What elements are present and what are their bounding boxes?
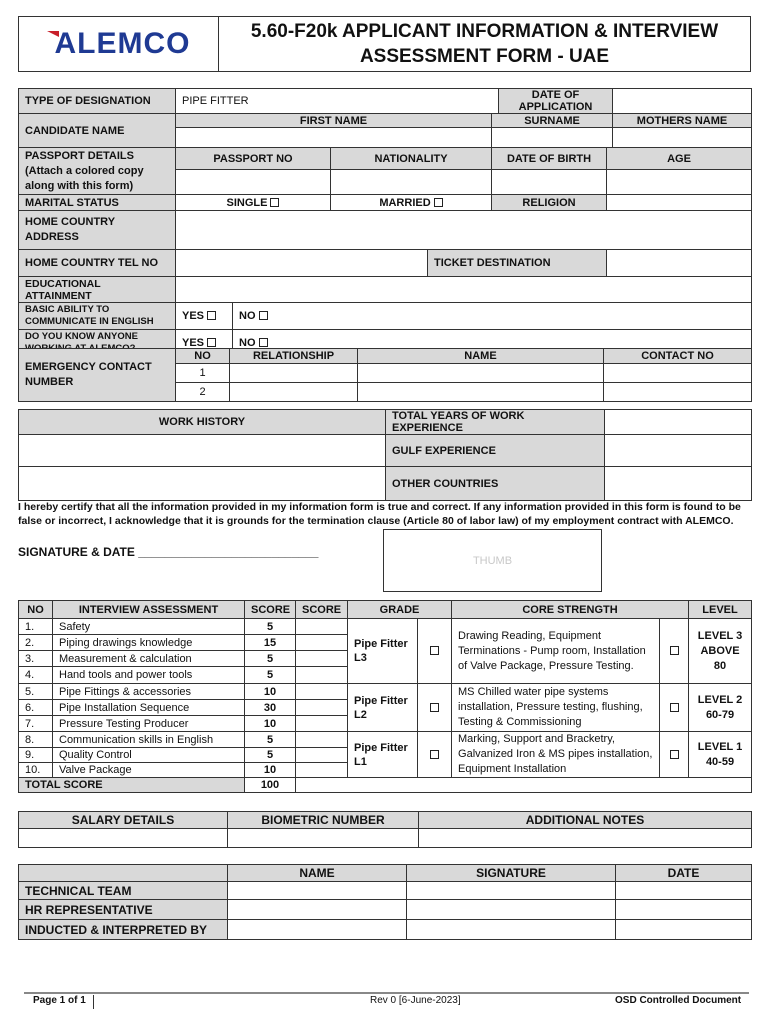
approval-name-field[interactable] bbox=[228, 900, 407, 920]
candidate-name-label: CANDIDATE NAME bbox=[19, 114, 176, 148]
level-l1: LEVEL 1 40-59 bbox=[689, 732, 752, 778]
passport-no-field[interactable] bbox=[176, 170, 331, 195]
mothers-name-label: MOTHERS NAME bbox=[613, 114, 752, 128]
level-l1-checkbox[interactable] bbox=[670, 750, 679, 759]
know-anyone-no-checkbox[interactable] bbox=[259, 338, 268, 347]
basic-english-yes[interactable] bbox=[182, 310, 232, 322]
educational-attainment-field[interactable] bbox=[176, 277, 752, 303]
assessment-row-max-score: 15 bbox=[245, 635, 296, 651]
biometric-number-header: BIOMETRIC NUMBER bbox=[228, 812, 419, 829]
footer-page: Page 1 of 1 bbox=[33, 995, 86, 1006]
educational-attainment-label: EDUCATIONAL ATTAINMENT bbox=[19, 277, 176, 303]
assessment-row-no: 7. bbox=[19, 716, 53, 732]
single-label: SINGLE bbox=[226, 196, 268, 209]
core-strength-l2: MS Chilled water pipe systems installation, Pressure testing, flushing, Testing & Commissioning bbox=[452, 684, 660, 732]
salary-table bbox=[18, 811, 752, 848]
yes-label: YES bbox=[182, 310, 205, 322]
assessment-row-no: 2. bbox=[19, 635, 53, 651]
ec-no-header: NO bbox=[176, 349, 230, 364]
ec-contact-header: CONTACT NO bbox=[604, 349, 752, 364]
assessment-row-item: Valve Package bbox=[53, 763, 245, 778]
assessment-row-score-field[interactable] bbox=[296, 763, 348, 778]
age-label: AGE bbox=[607, 148, 752, 170]
assessment-row-score-field[interactable] bbox=[296, 667, 348, 684]
assessment-item-header: INTERVIEW ASSESSMENT bbox=[53, 601, 245, 619]
approvals-signature-header: SIGNATURE bbox=[407, 865, 616, 882]
assessment-row-score-field[interactable] bbox=[296, 748, 348, 763]
grade-l2-checkbox-cell[interactable] bbox=[418, 684, 452, 732]
date-of-birth-label: DATE OF BIRTH bbox=[492, 148, 607, 170]
approval-role: TECHNICAL TEAM bbox=[19, 882, 228, 900]
grade-l3-checkbox[interactable] bbox=[430, 646, 439, 655]
passport-details-label: PASSPORT DETAILS (Attach a colored copy along with this form) bbox=[19, 148, 176, 195]
core-strength-header: CORE STRENGTH bbox=[452, 601, 689, 619]
assessment-row-item: Pipe Installation Sequence bbox=[53, 700, 245, 716]
total-years-field[interactable] bbox=[605, 410, 752, 435]
work-history-header: WORK HISTORY bbox=[19, 410, 386, 435]
assessment-no-header: NO bbox=[19, 601, 53, 619]
assessment-row-score-field[interactable] bbox=[296, 635, 348, 651]
assessment-row-item: Measurement & calculation bbox=[53, 651, 245, 667]
gulf-experience-label: GULF EXPERIENCE bbox=[386, 435, 605, 467]
grade-l3: Pipe Fitter L3 bbox=[348, 619, 418, 684]
total-score-value: 100 bbox=[245, 778, 296, 793]
single-checkbox[interactable] bbox=[270, 198, 279, 207]
no-label: NO bbox=[239, 337, 256, 349]
first-name-field[interactable] bbox=[176, 128, 492, 148]
assessment-row-max-score: 5 bbox=[245, 732, 296, 748]
approval-signature-field[interactable] bbox=[407, 920, 616, 940]
core-strength-l3: Drawing Reading, Equipment Terminations - Pump room, Installation of Valve Package, Pressure Testing. bbox=[452, 619, 660, 684]
single-option[interactable] bbox=[176, 195, 331, 211]
grade-l3-checkbox-cell[interactable] bbox=[418, 619, 452, 684]
assessment-row-item: Piping drawings knowledge bbox=[53, 635, 245, 651]
ec-relationship-field[interactable] bbox=[230, 383, 358, 402]
nationality-label: NATIONALITY bbox=[331, 148, 492, 170]
basic-english-no-checkbox[interactable] bbox=[259, 311, 268, 320]
assessment-row-score-field[interactable] bbox=[296, 651, 348, 667]
home-country-address-field[interactable] bbox=[176, 211, 752, 250]
logo-text: ALEMCO bbox=[54, 27, 191, 60]
know-anyone-yes-checkbox[interactable] bbox=[207, 338, 216, 347]
assessment-row-no: 5. bbox=[19, 684, 53, 700]
assessment-row-item: Quality Control bbox=[53, 748, 245, 763]
ec-name-header: NAME bbox=[358, 349, 604, 364]
type-of-designation-value[interactable]: PIPE FITTER bbox=[176, 89, 499, 114]
surname-label: SURNAME bbox=[492, 114, 613, 128]
assessment-score-header: SCORE bbox=[245, 601, 296, 619]
work-history-table bbox=[18, 409, 752, 501]
emergency-contact-table bbox=[18, 348, 752, 402]
approval-date-field[interactable] bbox=[616, 882, 752, 900]
ec-row-number: 2 bbox=[176, 383, 230, 402]
footer-revision: Rev 0 [6-June-2023] bbox=[370, 995, 461, 1006]
grade-header: GRADE bbox=[348, 601, 452, 619]
approvals-date-header: DATE bbox=[616, 865, 752, 882]
religion-label: RELIGION bbox=[492, 195, 607, 211]
approval-signature-field[interactable] bbox=[407, 900, 616, 920]
footer-controlled: OSD Controlled Document bbox=[615, 995, 742, 1006]
assessment-row-score-field[interactable] bbox=[296, 700, 348, 716]
married-label: MARRIED bbox=[379, 196, 431, 209]
assessment-row-item: Pipe Fittings & accessories bbox=[53, 684, 245, 700]
assessment-row-no: 1. bbox=[19, 619, 53, 635]
approvals-table bbox=[18, 864, 752, 940]
salary-details-header: SALARY DETAILS bbox=[19, 812, 228, 829]
grade-l2-checkbox[interactable] bbox=[430, 703, 439, 712]
assessment-row-max-score: 10 bbox=[245, 716, 296, 732]
type-of-designation-label: TYPE OF DESIGNATION bbox=[19, 89, 176, 114]
ec-contact-field[interactable] bbox=[604, 364, 752, 383]
approval-name-field[interactable] bbox=[228, 920, 407, 940]
form-title: 5.60-F20k APPLICANT INFORMATION & INTERVIEW ASSESSMENT FORM - UAE bbox=[250, 21, 719, 67]
basic-english-yes-checkbox[interactable] bbox=[207, 311, 216, 320]
married-option[interactable] bbox=[331, 195, 492, 211]
basic-english-label: BASIC ABILITY TO COMMUNICATE IN ENGLISH bbox=[19, 303, 176, 330]
additional-notes-header: ADDITIONAL NOTES bbox=[419, 812, 752, 829]
age-field[interactable] bbox=[607, 170, 752, 195]
total-score-field[interactable] bbox=[296, 778, 752, 793]
gulf-experience-field[interactable] bbox=[605, 435, 752, 467]
certification-text: I hereby certify that all the information provided in my information form is true and correct. If any information provided in this form is found to be false or incorrect, I acknowledge that it is grounds for the termination clause (Article 80 of labor law) of my employment contract with ALEMCO. bbox=[18, 501, 741, 527]
assessment-row-no: 8. bbox=[19, 732, 53, 748]
level-l3-checkbox-cell[interactable] bbox=[660, 619, 689, 684]
interview-assessment-table bbox=[18, 600, 752, 793]
salary-details-field[interactable] bbox=[19, 829, 228, 848]
assessment-row-no: 4. bbox=[19, 667, 53, 684]
home-country-address-label: HOME COUNTRY ADDRESS bbox=[19, 211, 176, 250]
level-l3-checkbox[interactable] bbox=[670, 646, 679, 655]
logo-mark-icon bbox=[47, 31, 59, 37]
level-l2-checkbox-cell[interactable] bbox=[660, 684, 689, 732]
basic-english-options bbox=[176, 303, 752, 330]
assessment-row-no: 10. bbox=[19, 763, 53, 778]
ec-contact-field[interactable] bbox=[604, 383, 752, 402]
passport-no-label: PASSPORT NO bbox=[176, 148, 331, 170]
date-of-application-label: DATE OF APPLICATION bbox=[499, 89, 613, 114]
yes-label: YES bbox=[182, 337, 205, 349]
approval-role: INDUCTED & INTERPRETED BY bbox=[19, 920, 228, 940]
assessment-row-max-score: 30 bbox=[245, 700, 296, 716]
level-l2: LEVEL 2 60-79 bbox=[689, 684, 752, 732]
assessment-row-score-field[interactable] bbox=[296, 732, 348, 748]
assessment-row-no: 9. bbox=[19, 748, 53, 763]
applicant-info-table bbox=[18, 88, 752, 357]
home-country-tel-field[interactable] bbox=[176, 250, 428, 277]
level-l2-checkbox[interactable] bbox=[670, 703, 679, 712]
ec-relationship-field[interactable] bbox=[230, 364, 358, 383]
other-countries-field[interactable] bbox=[605, 467, 752, 501]
assessment-row-max-score: 10 bbox=[245, 684, 296, 700]
additional-notes-field[interactable] bbox=[419, 829, 752, 848]
assessment-row-max-score: 5 bbox=[245, 619, 296, 635]
assessment-row-item: Hand tools and power tools bbox=[53, 667, 245, 684]
work-history-field[interactable] bbox=[19, 467, 386, 501]
married-checkbox[interactable] bbox=[434, 198, 443, 207]
total-score-label: TOTAL SCORE bbox=[19, 778, 245, 793]
assessment-row-max-score: 5 bbox=[245, 651, 296, 667]
home-country-tel-label: HOME COUNTRY TEL NO bbox=[19, 250, 176, 277]
approval-name-field[interactable] bbox=[228, 882, 407, 900]
thumb-box[interactable]: THUMB bbox=[383, 529, 602, 592]
approval-signature-field[interactable] bbox=[407, 882, 616, 900]
date-of-application-field[interactable] bbox=[613, 89, 752, 114]
signature-date-line[interactable]: SIGNATURE & DATE ___________________________ bbox=[18, 545, 319, 559]
grade-l1: Pipe Fitter L1 bbox=[348, 732, 418, 778]
assessment-row-max-score: 10 bbox=[245, 763, 296, 778]
level-l1-checkbox-cell[interactable] bbox=[660, 732, 689, 778]
approvals-blank-header bbox=[19, 865, 228, 882]
nationality-field[interactable] bbox=[331, 170, 492, 195]
ticket-destination-field[interactable] bbox=[607, 250, 752, 277]
assessment-row-score-field[interactable] bbox=[296, 716, 348, 732]
work-history-field[interactable] bbox=[19, 435, 386, 467]
logo-cell bbox=[19, 17, 219, 71]
footer-separator bbox=[93, 995, 94, 1009]
assessment-row-no: 3. bbox=[19, 651, 53, 667]
grade-l1-checkbox-cell[interactable] bbox=[418, 732, 452, 778]
core-strength-l1: Marking, Support and Bracketry, Galvanized Iron & MS pipes installation, Equipment Installation bbox=[452, 732, 660, 778]
level-header: LEVEL bbox=[689, 601, 752, 619]
approval-role: HR REPRESENTATIVE bbox=[19, 900, 228, 920]
assessment-row-max-score: 5 bbox=[245, 748, 296, 763]
ec-name-field[interactable] bbox=[358, 364, 604, 383]
religion-field[interactable] bbox=[607, 195, 752, 211]
mothers-name-field[interactable] bbox=[613, 128, 752, 148]
assessment-row-no: 6. bbox=[19, 700, 53, 716]
grade-l2: Pipe Fitter L2 bbox=[348, 684, 418, 732]
approvals-name-header: NAME bbox=[228, 865, 407, 882]
marital-status-label: MARITAL STATUS bbox=[19, 195, 176, 211]
assessment-row-score-field[interactable] bbox=[296, 619, 348, 635]
ticket-destination-label: TICKET DESTINATION bbox=[428, 250, 607, 277]
approval-date-field[interactable] bbox=[616, 920, 752, 940]
biometric-number-field[interactable] bbox=[228, 829, 419, 848]
first-name-label: FIRST NAME bbox=[176, 114, 492, 128]
level-l3: LEVEL 3 ABOVE 80 bbox=[689, 619, 752, 684]
assessment-row-item: Communication skills in English bbox=[53, 732, 245, 748]
assessment-row-max-score: 5 bbox=[245, 667, 296, 684]
assessment-row-item: Safety bbox=[53, 619, 245, 635]
ec-row-number: 1 bbox=[176, 364, 230, 383]
ec-name-field[interactable] bbox=[358, 383, 604, 402]
emergency-contact-label: EMERGENCY CONTACT NUMBER bbox=[19, 349, 176, 402]
know-anyone-label: DO YOU KNOW ANYONE bbox=[19, 330, 176, 357]
form-header bbox=[18, 16, 751, 72]
grade-l1-checkbox[interactable] bbox=[430, 750, 439, 759]
surname-field[interactable] bbox=[492, 128, 613, 148]
assessment-score2-header: SCORE bbox=[296, 601, 348, 619]
no-label: NO bbox=[239, 310, 256, 322]
ec-relationship-header: RELATIONSHIP bbox=[230, 349, 358, 364]
date-of-birth-field[interactable] bbox=[492, 170, 607, 195]
assessment-row-item: Pressure Testing Producer bbox=[53, 716, 245, 732]
footer-divider bbox=[24, 992, 749, 994]
other-countries-label: OTHER COUNTRIES bbox=[386, 467, 605, 501]
assessment-row-score-field[interactable] bbox=[296, 684, 348, 700]
company-logo bbox=[47, 27, 191, 61]
total-years-label: TOTAL YEARS OF WORK EXPERIENCE bbox=[386, 410, 605, 435]
approval-date-field[interactable] bbox=[616, 900, 752, 920]
basic-english-no[interactable] bbox=[232, 303, 268, 329]
